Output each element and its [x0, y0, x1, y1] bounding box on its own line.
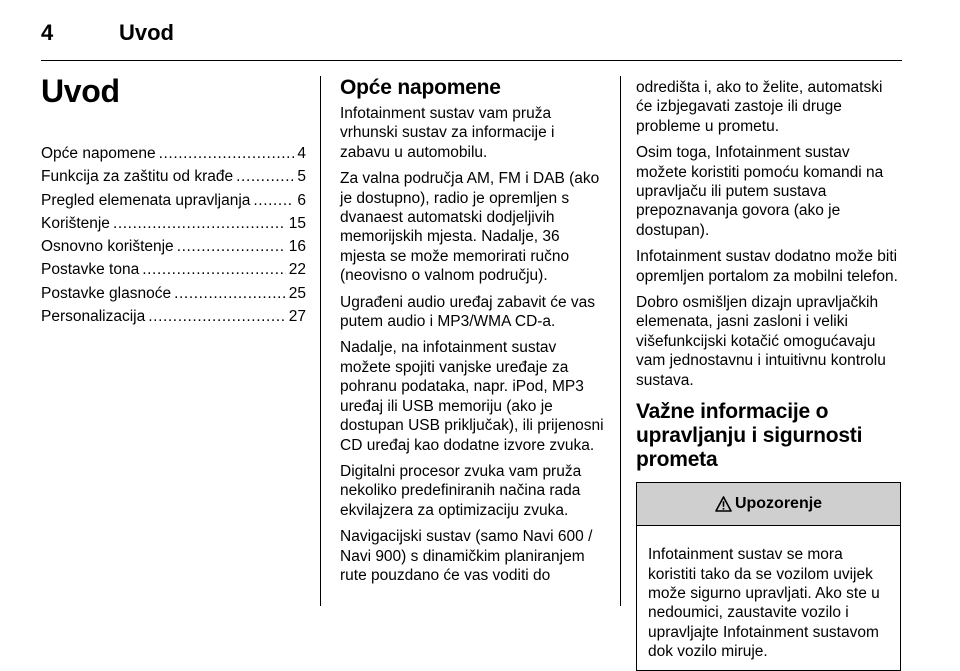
toc-entry-page: 5: [297, 168, 306, 186]
column-divider: [620, 76, 621, 606]
toc-entry[interactable]: [41, 165, 306, 188]
section-heading: Važne informacije o upravljanju i sigurnosti prometa: [636, 400, 863, 472]
toc-entry-title: Postavke glasnoće: [41, 284, 172, 302]
paragraph: Nadalje, na infotainment sustav možete spojiti vanjske uređaje za pohranu podataka, napr. iPod, MP3 uređaj ili USB memoriju (ako je dostupan USB priključak), ili prijenosni CD uređaj kao dodatne izvore zvuka.: [340, 339, 604, 454]
toc-entry-title: Pregled elemenata upravljanja: [41, 191, 251, 209]
toc-entry-page: 6: [297, 191, 306, 209]
paragraph: Za valna područja AM, FM i DAB (ako je dostupno), radio je opremljen s dvanaest automatski dodjeljivih memorijskih mjesta. Nadalje, 36 mjesta se može memorirati ručno (neovisno o valnom području).: [340, 170, 600, 285]
warning-triangle-icon: [715, 496, 732, 512]
general-notes-column: [340, 76, 608, 592]
toc-entry-page: 15: [288, 214, 306, 232]
warning-text: Infotainment sustav se mora koristiti tako da se vozilom uvijek može sigurno upravljati. Ako ste u nedoumici, zaustavite vozilo i upravljajte Infotainment sustavom dok vozilo miruje.: [648, 546, 880, 661]
toc-leader-dots: [148, 305, 286, 328]
toc-leader-dots: [142, 258, 286, 281]
paragraph: Dobro osmišljen dizajn upravljačkih elemenata, jasni zasloni i veliki višefunkcijski kotačić omogućavaju vam jednostavnu i intuitivnu kontrolu sustava.: [636, 294, 886, 389]
toc-entry-title: Osnovno korištenje: [41, 238, 174, 256]
header-rule: [41, 60, 902, 61]
toc-entry-page: 27: [288, 308, 306, 326]
warning-box: [636, 482, 901, 670]
toc-entry-page: 25: [288, 284, 306, 302]
toc-leader-dots: [159, 142, 295, 165]
toc-entry-page: 4: [297, 145, 306, 162]
warning-header: [637, 483, 900, 526]
paragraph: Infotainment sustav vam pruža vrhunski sustav za informacije i zabavu u automobilu.: [340, 105, 555, 161]
toc-entry-page: 16: [288, 238, 306, 256]
running-section-title: Uvod: [119, 20, 174, 45]
chapter-title: Uvod: [41, 73, 120, 109]
toc-entry-title: Postavke tona: [41, 261, 140, 279]
paragraph: Osim toga, Infotainment sustav možete koristiti pomoću komandi na upravljaču ili putem sustava prepoznavanja govora (ako je dostupan).: [636, 144, 884, 239]
toc-leader-dots: [113, 212, 286, 235]
warning-label: Upozorenje: [734, 495, 823, 513]
toc-entry[interactable]: [41, 142, 306, 165]
paragraph: Digitalni procesor zvuka vam pruža nekoliko predefiniranih načina rada ekvilajzera za optimizaciju zvuka.: [340, 462, 582, 519]
right-column: [636, 78, 901, 671]
toc-entry-title: Opće napomene: [41, 145, 156, 162]
toc-entry[interactable]: [41, 235, 306, 258]
column-divider: [320, 76, 321, 606]
paragraph: Navigacijski sustav (samo Navi 600 / Navi 900) s dinamičkim planiranjem rute pouzdano će vas voditi do: [340, 528, 593, 584]
section-heading: Opće napomene: [340, 76, 501, 99]
toc-entry[interactable]: [41, 305, 306, 328]
toc-leader-dots: [174, 282, 286, 305]
toc-entry[interactable]: [41, 282, 306, 305]
paragraph: Ugrađeni audio uređaj zabavit će vas putem audio i MP3/WMA CD-a.: [340, 293, 596, 331]
warning-body: [637, 526, 900, 669]
toc-leader-dots: [177, 235, 286, 258]
paragraph: odredišta i, ako to želite, automatski će izbjegavati zastoje ili druge probleme u prometu.: [636, 79, 883, 135]
toc-entry[interactable]: [41, 258, 306, 281]
paragraph: Infotainment sustav dodatno može biti opremljen portalom za mobilni telefon.: [636, 248, 898, 285]
toc-entry-page: 22: [288, 261, 306, 279]
toc-leader-dots: [253, 189, 294, 212]
table-of-contents: [41, 142, 306, 328]
toc-entry-title: Funkcija za zaštitu od krađe: [41, 168, 234, 186]
chapter-column: [41, 72, 306, 328]
toc-leader-dots: [236, 165, 294, 188]
toc-entry[interactable]: [41, 212, 306, 235]
toc-entry[interactable]: [41, 189, 306, 212]
toc-entry-title: Personalizacija: [41, 308, 146, 326]
toc-entry-title: Korištenje: [41, 214, 110, 232]
page-number: 4: [41, 20, 54, 45]
